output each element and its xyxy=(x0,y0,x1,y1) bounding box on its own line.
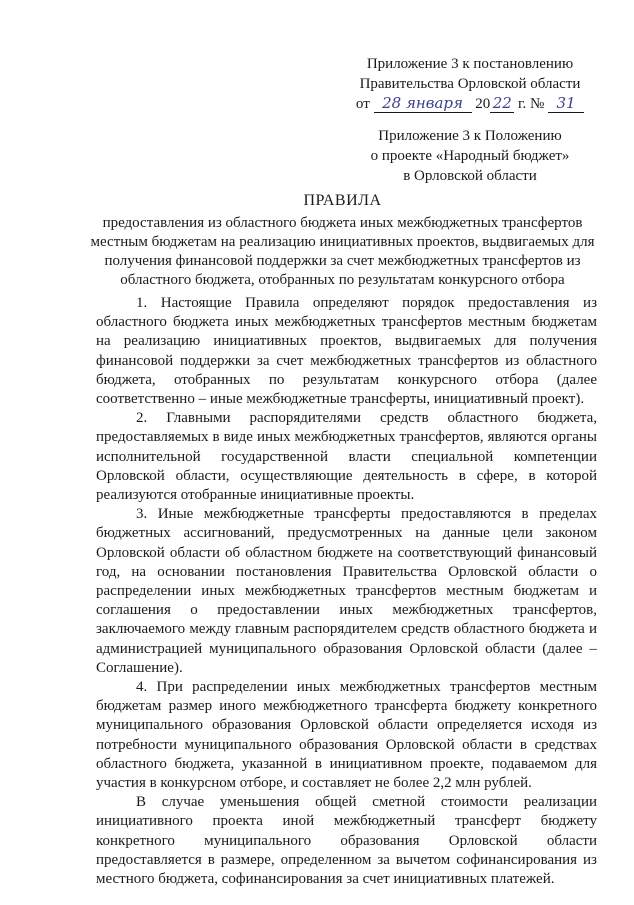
paragraph-3: 3. Иные межбюджетные трансферты предоставляются в пределах бюджетных ассигнований, предусмотренных на данные цели законом Орловской области об областном бюджете на соответствующий финансовый год, на основании постановления Правительства Орловской области о распределении иных межбюджетных трансфертов местным бюджетам и соглашения о предоставлении иных межбюджетных трансфертов, заключаемого между главным распорядителем средств областного бюджета и администрацией муниципального образования Орловской области (далее – Соглашение). xyxy=(96,506,597,676)
document-title: ПРАВИЛА xyxy=(303,192,382,209)
regulation-line-3: в Орловской области xyxy=(403,168,537,184)
document-body xyxy=(96,294,597,889)
decree-date-line xyxy=(350,94,590,114)
decree-line-2: Правительства Орловской области xyxy=(359,76,581,92)
paragraph-5: В случае уменьшения общей сметной стоимости реализации инициативного проекта иной межбюджетный трансферт бюджету конкретного муниципального образования Орловской области предоставляется в размере, определенном за вычетом софинансирования из местного бюджета, софинансирования за счет инициативных платежей. xyxy=(96,794,597,888)
regulation-line-2: о проекте «Народный бюджет» xyxy=(370,148,570,164)
decree-line-1: Приложение 3 к постановлению xyxy=(366,56,574,72)
decree-year-prefix: 20 xyxy=(475,96,491,112)
document-subtitle: предоставления из областного бюджета иных межбюджетных трансфертов местным бюджетам на реализацию инициативных проектов, выдвигаемых для получения финансовой поддержки за счет межбюджетных трансфертов из областного бюджета, отобранных по результатам конкурсного отбора xyxy=(90,215,595,288)
handwritten-date: 28 января xyxy=(374,94,472,113)
handwritten-number: 31 xyxy=(548,94,584,113)
paragraph-4: 4. При распределении иных межбюджетных трансфертов местным бюджетам размер иного межбюджетного трансферта бюджету конкретного муниципального образования Орловской области определяется исходя из потребности муниципального образования Орловской области в средствах областного бюджета, указанной в инициативном проекте, подаваемом для участия в конкурсном отборе, и составляет не более 2,2 млн рублей. xyxy=(96,679,597,792)
paragraph-2: 2. Главными распорядителями средств областного бюджета, предоставляемых в виде иных межбюджетных трансфертов, являются органы исполнительной государственной власти специальной компетенции Орловской области, осуществляющие деятельность в сфере, в которой реализуются отобранные инициативные проекты. xyxy=(96,410,597,504)
decree-appendix-header xyxy=(350,54,590,114)
handwritten-year: 22 xyxy=(490,94,514,113)
regulation-line-1: Приложение 3 к Положению xyxy=(378,128,562,144)
document-title-block xyxy=(90,190,595,290)
decree-year-suffix: г. № xyxy=(518,96,545,112)
regulation-appendix-header xyxy=(350,126,590,186)
decree-prefix: от xyxy=(355,96,370,112)
paragraph-1: 1. Настоящие Правила определяют порядок предоставления из областного бюджета иных межбюджетных трансфертов местным бюджетам на реализацию инициативных проектов, выдвигаемых для получения финансовой поддержки за счет межбюджетных трансфертов из областного бюджета, отобранных по результатам конкурсного отбора (далее соответственно – иные межбюджетные трансферты, инициативный проект). xyxy=(96,295,597,408)
